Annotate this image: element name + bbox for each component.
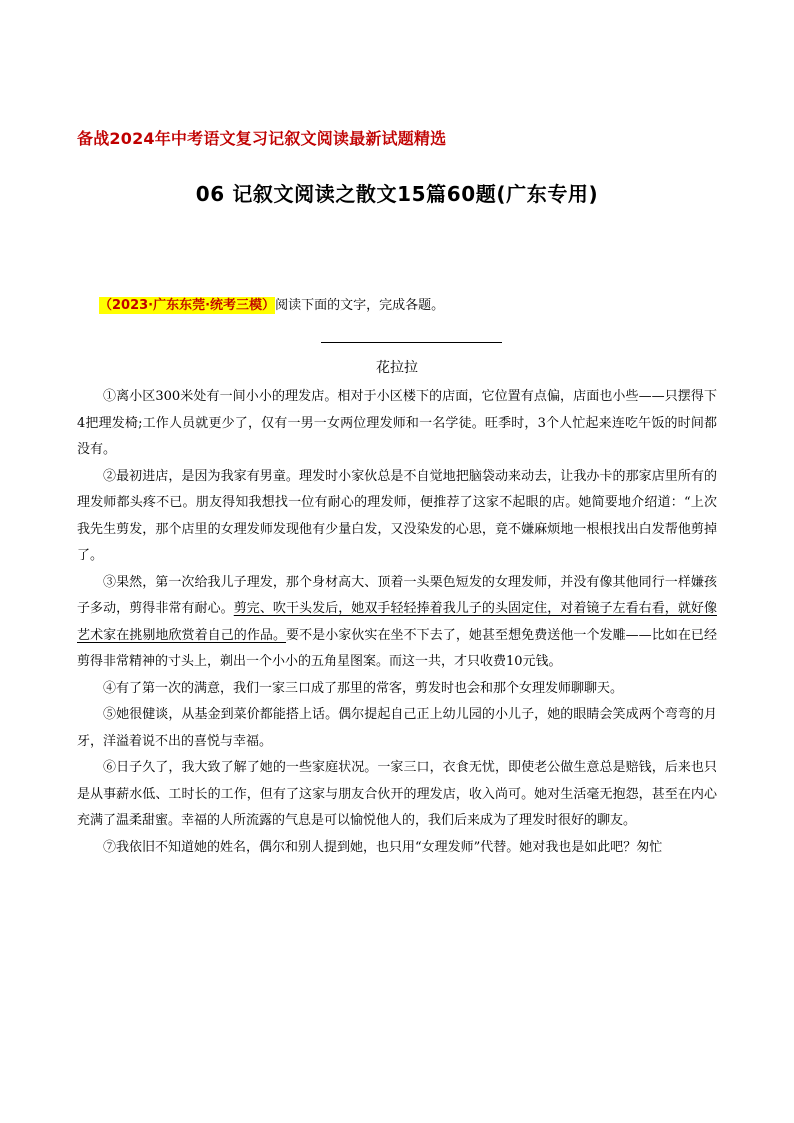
underlined-sentence: 剪完、吹干头发后，她双手轻轻捧着我儿子的头固定住，对着镜子左看右看，就好像艺术家在挑剔地欣赏着自己的作品。: [77, 601, 717, 643]
paragraph-6: ⑥日子久了，我大致了解了她的一些家庭状况。一家三口，衣食无忧，即使老公做生意总是赔钱，后来也只是从事薪水低、工时长的工作，但有了这家与朋友合伙开的理发店，收入尚可。她对生活毫无抱怨，甚至在内心充满了温柔甜蜜。幸福的人所流露的气息是可以愉悦他人的，我们后来成为了理发时很好的聊友。: [77, 760, 717, 828]
paragraph-5: ⑤她很健谈，从基金到菜价都能搭上话。偶尔提起自己正上幼儿园的小儿子，她的眼睛会笑成两个弯弯的月牙，洋溢着说不出的喜悦与幸福。: [77, 707, 717, 749]
paragraph-7: ⑦我依旧不知道她的姓名，偶尔和别人提到她，也只用“女理发师”代替。她对我也是如此吧？匆忙: [103, 839, 663, 855]
paragraph-3-intro: ③果然，第一次给我儿子理发，那个身材高大、顶着一头栗色短发的女理发师，并没有像其他同行一样嫌孩子多动，剪得非常有耐心。: [77, 574, 717, 616]
question-prompt: [99, 294, 444, 313]
series-title: 备战2024年中考语文复习记叙文阅读最新试题精选: [77, 129, 447, 148]
main-title: 06 记叙文阅读之散文15篇60题(广东专用): [195, 182, 599, 206]
paragraph-4: ④有了第一次的满意，我们一家三口成了那里的常客，剪发时也会和那个女理发师聊聊天。: [103, 680, 624, 696]
source-tag: （2023·广东东莞·统考三模）: [99, 298, 276, 313]
title-rule: [321, 342, 502, 343]
paragraph-2: ②最初进店，是因为我家有男童。理发时小家伙总是不自觉地把脑袋动来动去，让我办卡的那家店里所有的理发师都头疼不已。朋友得知我想找一位有耐心的理发师，便推荐了这家不起眼的店。她简要地介绍道：“上次我先生剪发，那个店里的女理发师发现他有少量白发，又没染发的心思，竟不嫌麻烦地一根根找出白发帮他剪掉了。: [77, 468, 717, 563]
article-body: [77, 384, 717, 861]
article-title: 花拉拉: [376, 360, 418, 376]
paragraph-3: [77, 570, 717, 676]
paragraph-3-rest: 要不是小家伙实在坐不下去了，她甚至想免费送他一个发雕——比如在已经剪得非常精神的寸头上，剃出一个小小的五角星图案。而这一共，才只收费10元钱。: [77, 627, 717, 669]
paragraph-1: ①离小区300米处有一间小小的理发店。相对于小区楼下的店面，它位置有点偏，店面也小些——只摆得下4把理发椅;工作人员就更少了，仅有一男一女两位理发师和一名学徒。旺季时，3个人忙起来连吃午饭的时间都没有。: [77, 389, 717, 457]
question-instruction: 阅读下面的文字，完成各题。: [275, 298, 445, 313]
